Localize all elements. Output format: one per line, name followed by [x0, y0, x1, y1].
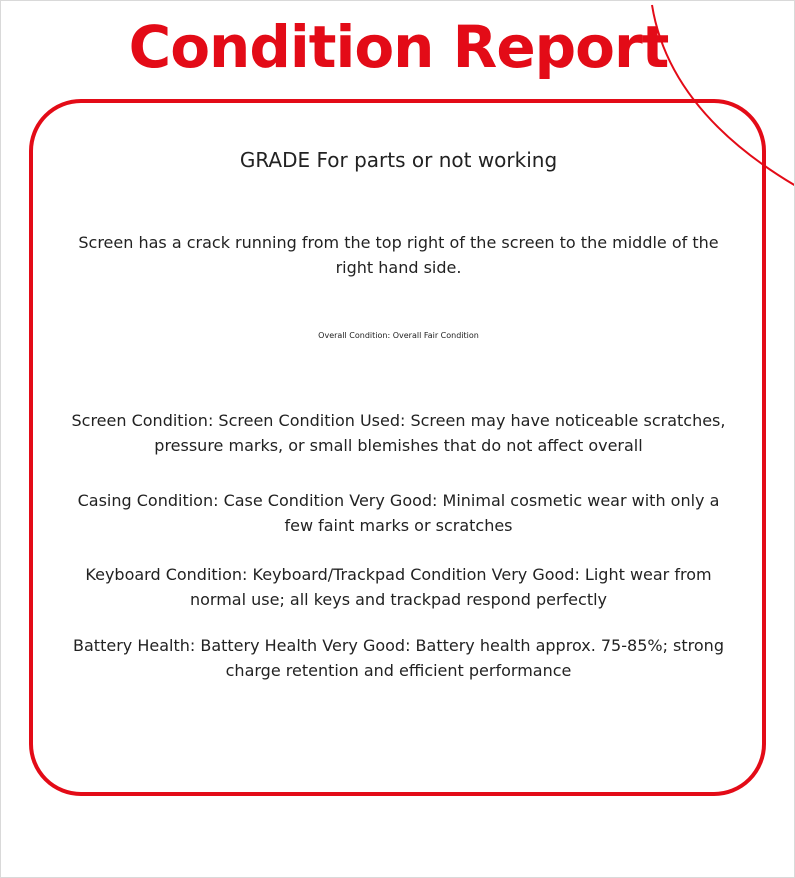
grade-heading: GRADE For parts or not working	[239, 148, 558, 172]
battery-health: Battery Health: Battery Health Very Good: Battery health approx. 75-85%; strong charge retention and efficient performance	[73, 636, 724, 680]
screen-condition: Screen Condition: Screen Condition Used: Screen may have noticeable scratches, pressure marks, or small blemishes that do not affect overall	[71, 411, 726, 455]
casing-condition: Casing Condition: Case Condition Very Good: Minimal cosmetic wear with only a few faint marks or scratches	[77, 491, 720, 535]
page-title: Condition Report	[128, 13, 669, 81]
keyboard-condition: Keyboard Condition: Keyboard/Trackpad Condition Very Good: Light wear from normal use; all keys and trackpad respond perfectly	[85, 565, 712, 609]
overall-condition: Overall Condition: Overall Fair Condition	[318, 331, 479, 340]
screen-damage-note: Screen has a crack running from the top right of the screen to the middle of the right hand side.	[78, 233, 719, 277]
